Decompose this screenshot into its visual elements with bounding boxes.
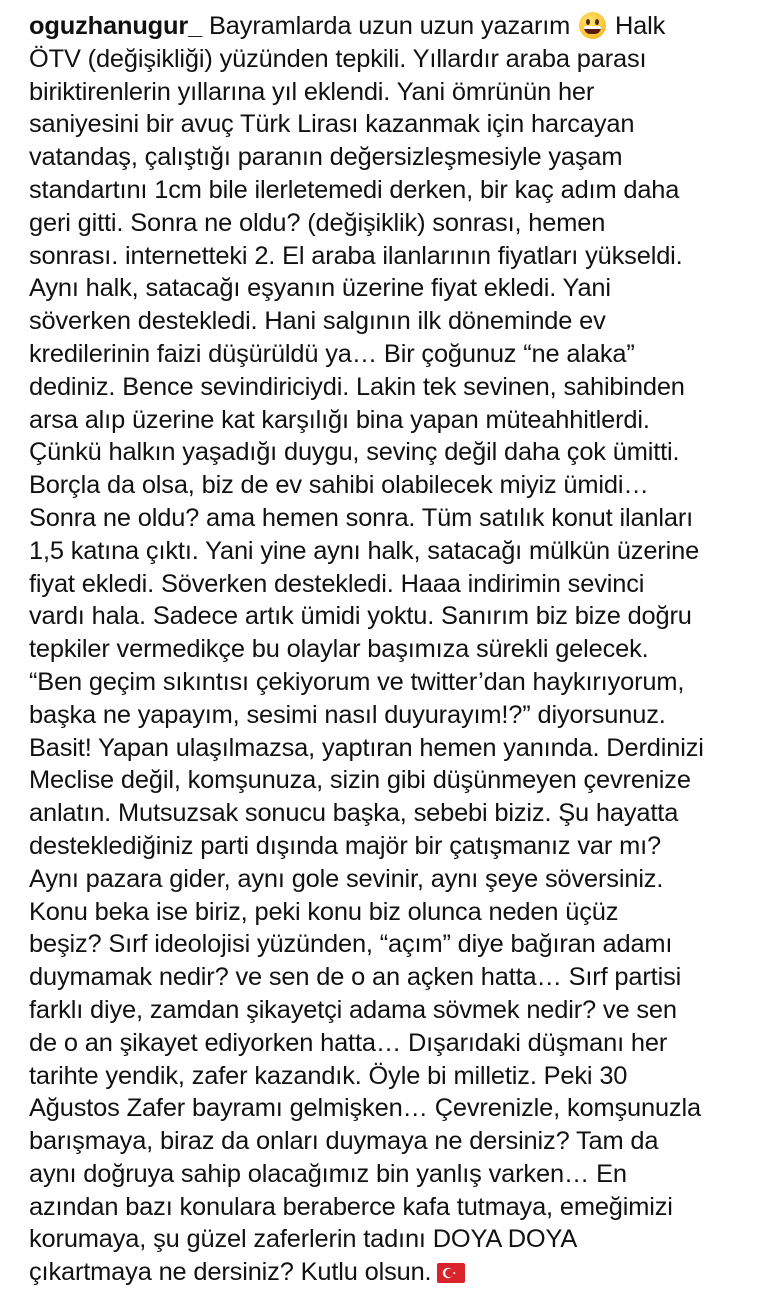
caption-line: tarihte yendik, zafer kazandık. Öyle bi milletiz. Peki 30 xyxy=(29,1061,628,1090)
caption-line: ÖTV (değişikliği) yüzünden tepkili. Yıllardır araba parası xyxy=(29,44,647,73)
caption-line: desteklediğiniz parti dışında majör bir çatışmanız var mı? xyxy=(29,831,661,860)
caption-line: söverken destekledi. Hani salgının ilk döneminde ev xyxy=(29,307,606,336)
caption-line: fiyat ekledi. Söverken destekledi. Haaa indirimin sevinci xyxy=(29,569,645,598)
caption-line: duymamak nedir? ve sen de o an açken hatta… Sırf partisi xyxy=(29,963,682,992)
caption-line: Aynı pazara gider, aynı gole sevinir, aynı şeye söversiniz. xyxy=(29,864,664,893)
caption-last-line xyxy=(29,1256,769,1289)
caption-line: Ağustos Zafer bayramı gelmişken… Çevrenizle, komşunuzla xyxy=(29,1094,701,1123)
post-caption xyxy=(29,10,769,1289)
caption-line: Basit! Yapan ulaşılmazsa, yaptıran hemen yanında. Derdinizi xyxy=(29,733,704,762)
caption-line: arsa alıp üzerine kat karşılığı bina yapan müteahhitlerdi. xyxy=(29,405,650,434)
caption-line: Çünkü halkın yaşadığı duygu, sevinç değil daha çok ümitti. xyxy=(29,438,680,467)
caption-text-after-emoji: Halk xyxy=(608,12,666,40)
caption-line: anlatın. Mutsuzsak sonucu başka, sebebi biziz. Şu hayatta xyxy=(29,799,679,828)
caption-line: farklı diye, zamdan şikayetçi adama sövmek nedir? ve sen xyxy=(29,995,677,1024)
caption-line: tepkiler vermedikçe bu olaylar başımıza sürekli gelecek. xyxy=(29,635,649,664)
username-link[interactable]: oguzhanugur_ xyxy=(29,12,203,40)
caption-line: azından bazı konulara beraberce kafa tutmaya, emeğimizi xyxy=(29,1192,673,1221)
caption-line: Konu beka ise biriz, peki konu biz olunca neden üçüz xyxy=(29,897,619,926)
caption-line: saniyesini bir avuç Türk Lirası kazanmak için harcayan xyxy=(29,110,635,139)
caption-line: standartını 1cm bile ilerletemedi derken, bir kaç adım daha xyxy=(29,175,680,204)
caption-body xyxy=(29,43,769,1256)
caption-line: kredilerinin faizi düşürüldü ya… Bir çoğunuz “ne alaka” xyxy=(29,339,635,368)
caption-line-1 xyxy=(29,10,769,43)
caption-line: korumaya, şu güzel zaferlerin tadını DOYA DOYA xyxy=(29,1225,578,1254)
caption-line: barışmaya, biraz da onları duymaya ne dersiniz? Tam da xyxy=(29,1127,659,1156)
caption-line: Sonra ne oldu? ama hemen sonra. Tüm satılık konut ilanları xyxy=(29,503,694,532)
grinning-face-emoji-icon xyxy=(579,12,606,39)
caption-line: aynı doğruya sahip olacağımız bin yanlış varken… En xyxy=(29,1159,627,1188)
caption-text-start: Bayramlarda uzun uzun yazarım xyxy=(202,12,578,40)
caption-line: vardı hala. Sadece artık ümidi yoktu. Sanırım biz bize doğru xyxy=(29,602,692,631)
turkey-flag-icon xyxy=(437,1263,465,1283)
caption-line: sonrası. internetteki 2. El araba ilanlarının fiyatları yükseldi. xyxy=(29,241,683,270)
caption-line: geri gitti. Sonra ne oldu? (değişiklik) sonrası, hemen xyxy=(29,208,606,237)
caption-line: Borçla da olsa, biz de ev sahibi olabilecek miyiz ümidi… xyxy=(29,471,649,500)
caption-line: 1,5 katına çıktı. Yani yine aynı halk, satacağı mülkün üzerine xyxy=(29,536,700,565)
caption-line: beşiz? Sırf ideolojisi yüzünden, “açım” diye bağıran adamı xyxy=(29,930,673,959)
caption-line: başka ne yapayım, sesimi nasıl duyurayım!?” diyorsunuz. xyxy=(29,700,666,729)
caption-line: dediniz. Bence sevindiriciydi. Lakin tek sevinen, sahibinden xyxy=(29,372,685,401)
caption-line: de o an şikayet ediyorken hatta… Dışarıdaki düşmanı her xyxy=(29,1028,668,1057)
caption-last-text: çıkartmaya ne dersiniz? Kutlu olsun. xyxy=(29,1258,432,1287)
caption-line: biriktirenlerin yıllarına yıl eklendi. Yani ömrünün her xyxy=(29,77,595,106)
caption-line: Meclise değil, komşunuza, sizin gibi düşünmeyen çevrenize xyxy=(29,766,691,795)
caption-line: Aynı halk, satacağı eşyanın üzerine fiyat ekledi. Yani xyxy=(29,274,611,303)
caption-line: “Ben geçim sıkıntısı çekiyorum ve twitter’dan haykırıyorum, xyxy=(29,667,685,696)
caption-line: vatandaş, çalıştığı paranın değersizleşmesiyle yaşam xyxy=(29,143,623,172)
